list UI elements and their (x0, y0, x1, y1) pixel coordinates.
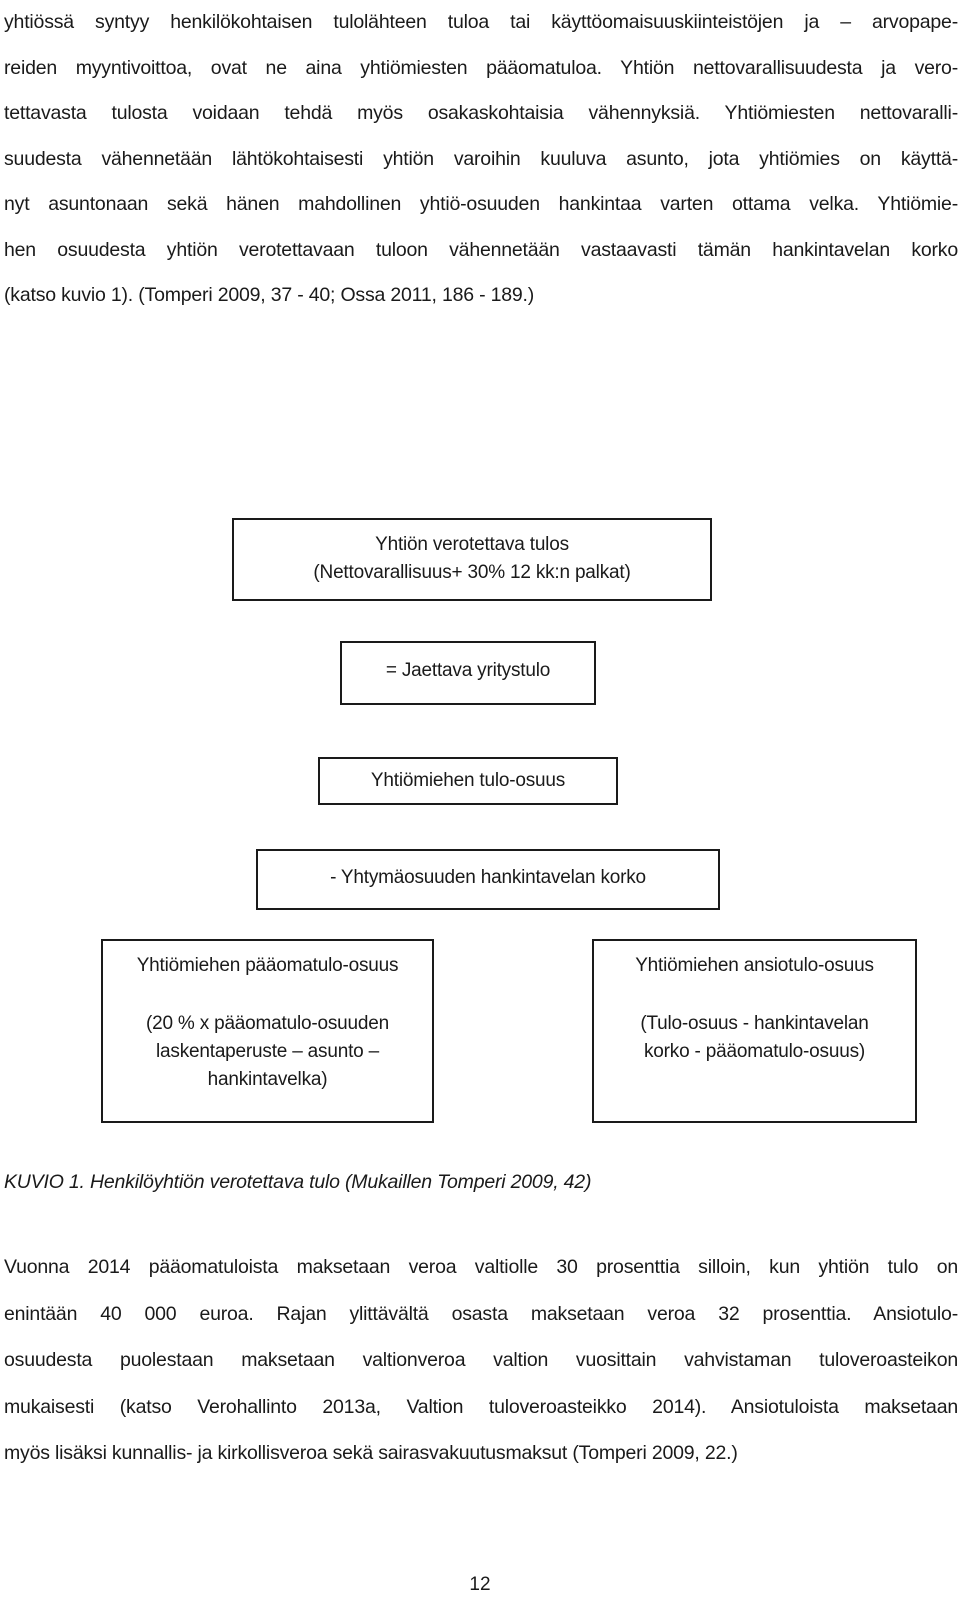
text-line: osuudesta puolestaan maksetaan valtionveroa valtion vuosittain vahvistaman tuloveroasteikon (4, 1349, 958, 1371)
page-number: 12 (469, 1574, 491, 1595)
box-line: korko - pääomatulo-osuus) (644, 1041, 865, 1062)
diagram-box-distributable-income (340, 641, 596, 705)
text-line: reiden myyntivoittoa, ovat ne aina yhtiömiesten pääomatuloa. Yhtiön nettovarallisuudesta ja vero- (4, 56, 958, 79)
box-line: Yhtiön verotettava tulos (375, 534, 569, 555)
box-line: Yhtiömiehen tulo-osuus (370, 770, 566, 791)
text-line: (katso kuvio 1). (Tomperi 2009, 37 - 40; Ossa 2011, 186 - 189.) (4, 284, 535, 306)
body-paragraph-top (4, 0, 958, 319)
text-line: hen osuudesta yhtiön verotettavaan tuloon vähennetään vastaavasti tämän hankintavelan korko (4, 238, 958, 261)
text-line: yhtiössä syntyy henkilökohtaisen tulolähteen tuloa tai käyttöomaisuuskiinteistöjen ja – arvopape- (4, 11, 958, 33)
text-line: enintään 40 000 euroa. Rajan ylittävältä osasta maksetaan veroa 32 prosenttia. Ansiotulo- (4, 1302, 958, 1325)
diagram-box-taxable-income (232, 518, 712, 601)
diagram-box-capital-income (101, 939, 434, 1123)
text-line: tettavasta tulosta voidaan tehdä myös osakaskohtaisia vähennyksiä. Yhtiömiesten nettovaralli- (4, 102, 958, 124)
box-line: (Nettovarallisuus+ 30% 12 kk:n palkat) (313, 562, 631, 583)
text-line: Vuonna 2014 pääomatuloista maksetaan veroa valtiolle 30 prosenttia silloin, kun yhtiön tulo on (4, 1256, 958, 1278)
box-line: (20 % x pääomatulo-osuuden (145, 1013, 389, 1034)
box-line: laskentaperuste – asunto – (156, 1041, 379, 1062)
box-title: Yhtiömiehen ansiotulo-osuus (635, 955, 874, 976)
box-line: = Jaettava yritystulo (385, 660, 551, 681)
box-title: Yhtiömiehen pääomatulo-osuus (136, 955, 399, 976)
diagram-box-loan-interest (256, 849, 720, 910)
figure-caption: KUVIO 1. Henkilöyhtiön verotettava tulo (Mukaillen Tomperi 2009, 42) (4, 1171, 592, 1193)
diagram-box-partner-share (318, 757, 618, 805)
box-line: hankintavelka) (207, 1069, 328, 1090)
box-line: - Yhtymäosuuden hankintavelan korko (330, 867, 646, 888)
text-line: mukaisesti (katso Verohallinto 2013a, Valtion tuloveroasteikko 2014). Ansiotuloista maksetaan (4, 1395, 958, 1418)
text-line: myös lisäksi kunnallis- ja kirkollisveroa sekä sairasvakuutusmaksut (Tomperi 2009, 22.) (4, 1442, 738, 1464)
body-paragraph-bottom (4, 1244, 958, 1477)
box-line: (Tulo-osuus - hankintavelan (640, 1013, 869, 1034)
text-line: suudesta vähennetään lähtökohtaisesti yhtiön varoihin kuuluva asunto, jota yhtiömies on käyttä- (4, 147, 958, 170)
diagram-box-earned-income (592, 939, 917, 1123)
text-line: nyt asuntonaan sekä hänen mahdollinen yhtiö-osuuden hankintaa varten ottama velka. Yhtiömie- (4, 193, 958, 215)
